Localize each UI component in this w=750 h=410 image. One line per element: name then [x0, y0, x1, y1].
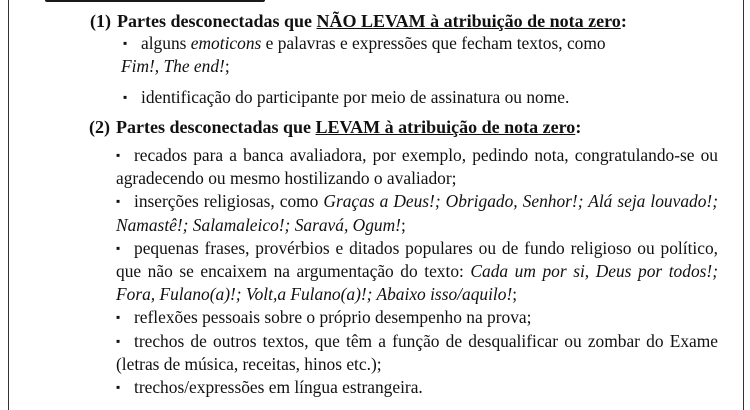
heading-prefix: Partes desconectadas que: [116, 117, 316, 137]
bullet-icon: ▪: [116, 194, 121, 209]
bullet-icon: ▪: [116, 380, 121, 395]
heading-underlined: NÃO LEVAM à atribuição de nota zero: [316, 11, 621, 31]
section-number: (1): [90, 11, 111, 31]
heading-suffix: :: [620, 11, 627, 31]
list-item: ▪ pequenas frases, provérbios e ditados populares ou de fundo religioso ou político, que não se encaixem na argumentação do texto: Cada um por si, Deus por todos!; Fora, Fulano(a)!; Volt,a Fulano(a)!; Abaixo isso/aquilo!;: [116, 237, 718, 305]
section-number: (2): [89, 117, 110, 137]
section-zero: [9, 116, 743, 399]
bullet-icon: ▪: [116, 148, 121, 162]
document-page: [8, 0, 744, 410]
list-item: ▪ reflexões pessoais sobre o próprio desempenho na prova;: [116, 306, 718, 329]
section-heading: [89, 116, 743, 138]
list-item: ▪ trechos de outros textos, que têm a função de desqualificar ou zombar do Exame (letras de música, receitas, hinos etc.);: [116, 330, 718, 374]
list-item-continuation: Fim!, The end!;: [121, 56, 230, 77]
section-not-zero: [9, 10, 743, 110]
heading-underlined: LEVAM à atribuição de nota zero: [315, 117, 576, 137]
list-item: ▪ trechos/expressões em língua estrangeira.: [116, 376, 718, 399]
list-item: ▪ recados para a banca avaliadora, por exemplo, pedindo nota, congratulando-se ou agradecendo ou mesmo hostilizando o avaliador;: [116, 145, 718, 189]
heading-suffix: :: [575, 117, 582, 137]
cropped-header-fragment: [45, 0, 265, 2]
bullet-icon: ▪: [123, 36, 128, 50]
list-item: ▪ alguns emoticons e palavras e expressões que fecham textos, como: [123, 32, 713, 55]
bullet-icon: ▪: [116, 240, 121, 255]
bullet-icon: ▪: [116, 310, 121, 325]
bullet-icon: ▪: [123, 90, 128, 105]
list-item: ▪ identificação do participante por meio de assinatura ou nome.: [123, 86, 713, 109]
section-heading: [90, 10, 743, 32]
list-item: ▪ inserções religiosas, como Graças a Deus!; Obrigado, Senhor!; Alá seja louvado!; Namastê!; Salamaleico!; Saravá, Ogum!;: [116, 191, 718, 235]
bullet-icon: ▪: [116, 333, 121, 348]
heading-prefix: Partes desconectadas que: [117, 11, 317, 31]
